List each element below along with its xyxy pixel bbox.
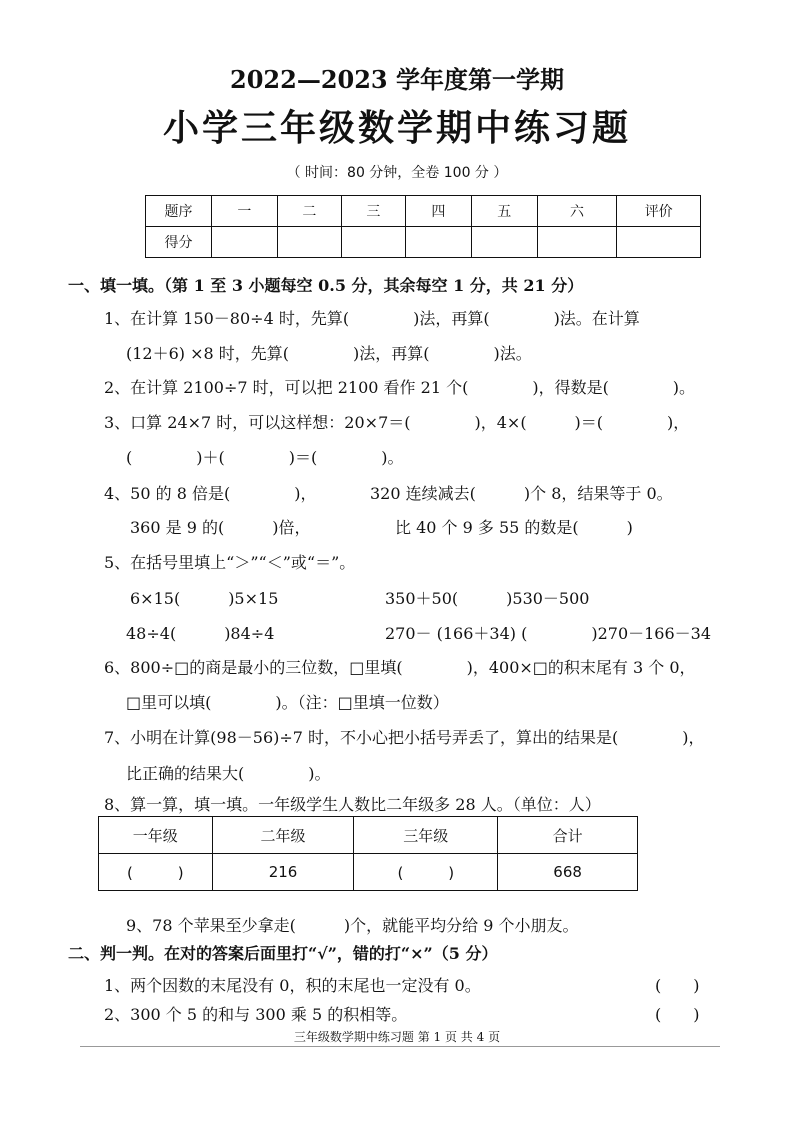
score-cell: 三 [341, 196, 405, 227]
question-5-item-d: 270－ (166＋34) ( )270－166－34 [385, 624, 712, 643]
judge-answer-box-1[interactable]: ( ) [655, 976, 700, 995]
page-footer: 三年级数学期中练习题 第 1 页 共 4 页 [293, 1030, 501, 1044]
section1-heading: 一、填一填。（第 1 至 3 小题每空 0.5 分，其余每空 1 分，共 21 分） [68, 276, 584, 295]
score-cell: 二 [277, 196, 341, 227]
grade-value-cell: 216 [212, 854, 354, 891]
judge-question-2: 2、300 个 5 的和与 300 乘 5 的积相等。 [104, 1005, 408, 1024]
score-input-cell[interactable] [617, 227, 701, 258]
question-1-line-2: (12＋6) ×8 时，先算( )法，再算( )法。 [126, 344, 532, 363]
score-cell: 评价 [617, 196, 701, 227]
score-input-cell[interactable] [211, 227, 277, 258]
score-cell: 六 [537, 196, 617, 227]
score-table-header-row [146, 196, 701, 227]
question-6-line-2: □里可以填( )。（注：□里填一位数） [126, 693, 449, 712]
question-6-line-1: 6、800÷□的商是最小的三位数，□里填( )，400×□的积末尾有 3 个 0， [104, 658, 696, 677]
question-8: 8、算一算，填一填。一年级学生人数比二年级多 28 人。（单位：人） [104, 795, 601, 814]
score-cell: 五 [471, 196, 537, 227]
score-input-cell[interactable] [537, 227, 617, 258]
score-input-cell[interactable] [471, 227, 537, 258]
question-3-line-2: ( )＋( )＝( )。 [126, 448, 404, 467]
question-4-part-d: 比 40 个 9 多 55 的数是( ) [395, 518, 633, 537]
footer-divider [80, 1046, 720, 1047]
question-5-item-c: 48÷4( )84÷4 [126, 624, 275, 643]
score-cell: 题序 [146, 196, 212, 227]
score-cell: 四 [405, 196, 471, 227]
grade-table [98, 816, 638, 891]
time-note: （ 时间：80 分钟，全卷 100 分 ） [286, 165, 508, 181]
grade-table-header-row [99, 817, 638, 854]
grade-header-cell: 三年级 [354, 817, 498, 854]
judge-answer-box-2[interactable]: ( ) [655, 1005, 700, 1024]
question-9: 9、78 个苹果至少拿走( )个，就能平均分给 9 个小朋友。 [126, 916, 579, 935]
question-7-line-2: 比正确的结果大( )。 [126, 764, 331, 783]
grade-value-cell[interactable]: ( ) [354, 854, 498, 891]
question-5-item-b: 350＋50( )530－500 [385, 589, 590, 608]
question-7-line-1: 7、小明在计算(98－56)÷7 时，不小心把小括号弄丢了，算出的结果是( )， [104, 728, 705, 747]
judge-question-1: 1、两个因数的末尾没有 0，积的末尾也一定没有 0。 [104, 976, 481, 995]
question-5-heading: 5、在括号里填上“＞”“＜”或“＝”。 [104, 553, 356, 572]
score-table-score-row [146, 227, 701, 258]
grade-value-cell[interactable]: ( ) [99, 854, 213, 891]
question-5-item-a: 6×15( )5×15 [130, 589, 279, 608]
grade-value-cell: 668 [498, 854, 638, 891]
grade-header-cell: 二年级 [212, 817, 354, 854]
score-input-cell[interactable] [341, 227, 405, 258]
question-4-part-c: 360 是 9 的( )倍， [130, 518, 311, 537]
score-cell: 得分 [146, 227, 212, 258]
score-cell: 一 [211, 196, 277, 227]
grade-table-value-row [99, 854, 638, 891]
question-2: 2、在计算 2100÷7 时，可以把 2100 看作 21 个( )，得数是( )。 [104, 378, 696, 397]
grade-header-cell: 合计 [498, 817, 638, 854]
question-4-part-b: 320 连续减去( )个 8，结果等于 0。 [370, 484, 673, 503]
grade-header-cell: 一年级 [99, 817, 213, 854]
score-table [145, 195, 701, 258]
school-year: 2022—2023 学年度第一学期 [230, 65, 564, 94]
score-input-cell[interactable] [405, 227, 471, 258]
question-3-line-1: 3、口算 24×7 时，可以这样想：20×7＝( )，4×( )＝( )， [104, 413, 690, 432]
score-input-cell[interactable] [277, 227, 341, 258]
question-1-line-1: 1、在计算 150－80÷4 时，先算( )法，再算( )法。在计算 [104, 309, 640, 328]
exam-title: 小学三年级数学期中练习题 [162, 107, 631, 149]
section2-heading: 二、判一判。在对的答案后面里打“√”，错的打“×”（5 分） [68, 944, 498, 963]
question-4-part-a: 4、50 的 8 倍是( )， [104, 484, 317, 503]
